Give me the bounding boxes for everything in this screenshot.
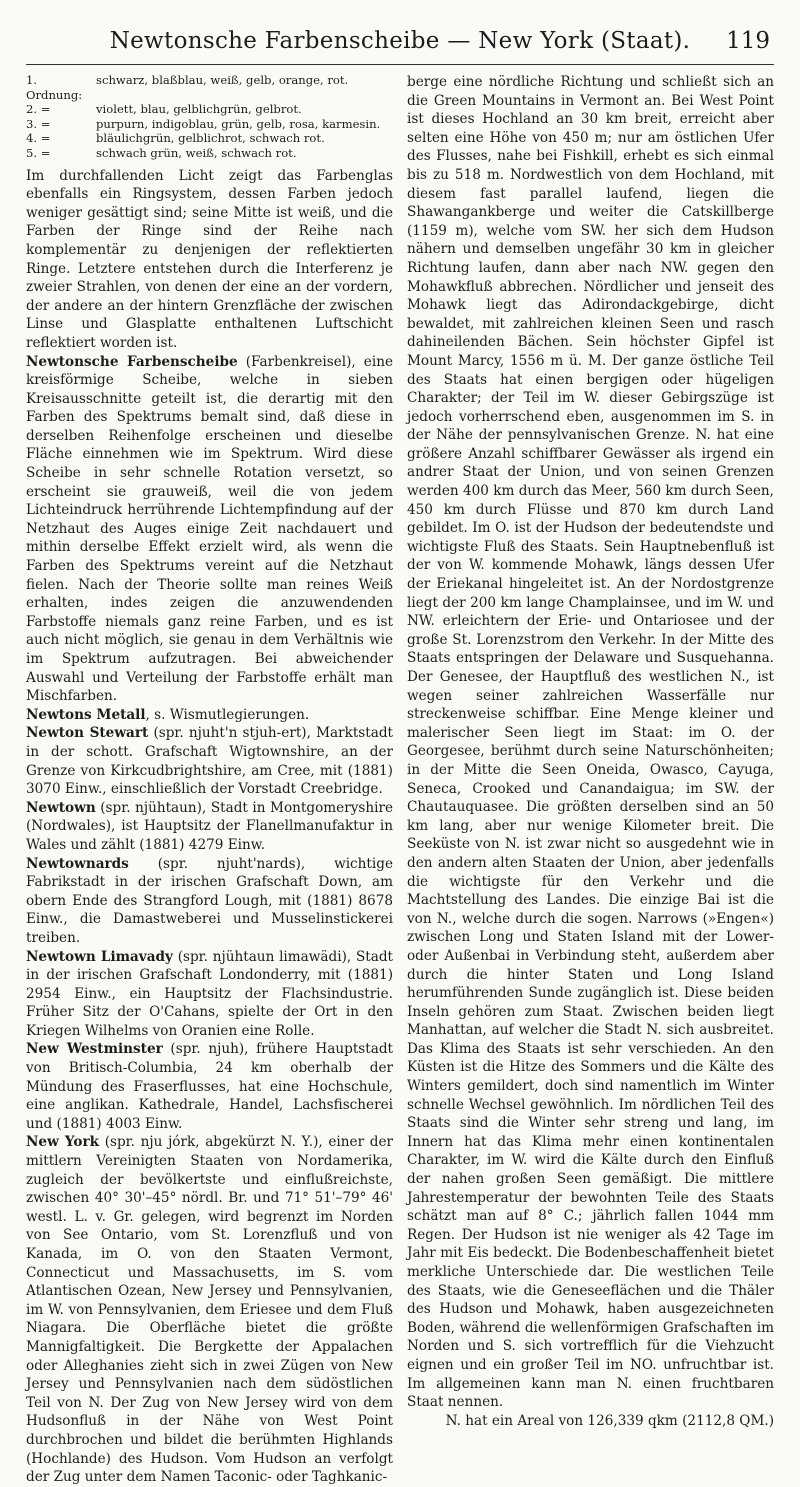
order-label: 1. Ordnung: [26, 73, 83, 102]
order-text: purpurn, indigoblau, grün, gelb, rosa, karmesin. [96, 116, 381, 131]
entry-headword: Newtons Metall [26, 706, 146, 723]
entry-text: (Farbenkreisel), eine kreisförmige Scheibe, welche in sieben Kreisausschnitte geteilt ist, die derartig mit den Farben des Spektrums bemalt sind, daß diese in derselben Reihenfolge erscheinen und dieselbe Fläche einnehmen wie im Spektrum. Wird diese Scheibe in sehr schnelle Rotation versetzt, so erscheint sie grauweiß, weil die von jedem Lichteindruck herrührende Lichtempfindung auf der Netzhaut des Auges einige Zeit nachdauert und mithin derselbe Effekt erzielt wird, als wenn die Farben des Spektrums vereint auf die Netzhaut fielen. Nach der Theorie sollte man reines Weiß erhalten, indes zeigen die anzuwendenden Farbstoffe niemals ganz reine Farben, und es ist auch nicht möglich, sie genau in dem Verhältnis wie im Spektrum aufzutragen. Bei abweichender Auswahl und Verteilung der Farbstoffe erhält man Mischfarben. [26, 353, 393, 705]
entry-headword: New Westminster [26, 1041, 163, 1058]
entry-text: , s. Wismutlegierungen. [145, 706, 310, 723]
entry-text: (spr. njühtaun limawädi), Stadt in der irischen Grafschaft Londonderry, mit (1881) 2954 Einw., ein Hauptsitz der Flachsindustrie. Früher Sitz der O'Cahans, spielte der Ort in den Kriegen Wilhelms von Oranien eine Rolle. [26, 948, 394, 1039]
order-text: violett, blau, gelblichgrün, gelbrot. [96, 102, 302, 117]
order-list [26, 73, 393, 161]
entry-text: (spr. nju jórk, abgekürzt N. Y.), einer der mittlern Vereinigten Staaten von Nordamerika, zugleich der bevölkertste und einflußreichste, zwischen 40° 30'–45° nördl. Br. und 71° 51'–79° 46' westl. L. v. Gr. gelegen, wird begrenzt im Norden von See Ontario, vom St. Lorenzfluß und von Kanada, im O. von den Staaten Vermont, Connecticut und Massachusetts, im S. vom Atlantischen Ozean, New Jersey und Pennsylvanien, im W. von Pennsylvanien, dem Eriesee und dem Fluß Niagara. Die Oberfläche bietet die größte Mannigfaltigkeit. Die Bergkette der Appalachen oder Alleghanies zieht sich in zwei Zügen von New Jersey und Pennsylvanien nach dem südöstlichen Teil von N. Der Zug von New Jersey wird von dem Hudsonfluß in der Nähe von West Point durchbrochen und bildet die berühmten Highlands (Hochlande) des Hudson. Vom Hudson an verfolgt der Zug unter dem Namen Taconic- oder Taghkanic- [26, 1134, 393, 1486]
order-row [26, 73, 393, 102]
page-number: 119 [726, 28, 770, 54]
order-row [26, 131, 393, 146]
order-row [26, 117, 393, 132]
order-row [26, 102, 393, 117]
paragraph: berge eine nördliche Richtung und schließt sich an die Green Mountains in Vermont an. Bei West Point ist dieses Hochland an 30 km breit, erreicht aber selten eine Höhe von 450 m; nur am östlichen Ufer des Flusses, nahe bei Fishkill, erhebt es sich einmal bis zu 518 m. Nordwestlich von dem Hochland, mit diesem fast parallel laufend, liegen die Shawangankberge und weiter die Catskillberge (1159 m), welche vom SW. her sich dem Hudson nähern und demselben ungefähr 30 km in gleicher Richtung laufen, dann aber nach NW. gegen den Mohawkfluß abbrechen. Nördlicher und jenseit des Mohawk liegt das Adirondackgebirge, dicht bewaldet, mit zahlreichen kleinen Seen und rasch dahineilenden Bächen. Sein höchster Gipfel ist Mount Marcy, 1556 m ü. M. Der ganze östliche Teil des Staats hat einen bergigen oder hügeligen Charakter; der Teil im W. dieser Gebirgszüge ist jedoch vorherrschend eben, ausgenommen im S. in der Nähe der pennsylvanischen Grenze. N. hat eine größere Anzahl schiffbarer Gewässer als irgend ein andrer Staat der Union, und von seinen Grenzen werden 400 km durch das Meer, 560 km durch Seen, 450 km durch Flüsse und 870 km durch Land gebildet. Im O. ist der Hudson der bedeutendste und wichtigste Fluß des Staats. Sein Hauptnebenfluß ist der von W. kommende Mohawk, längs dessen Ufer der Eriekanal hingeleitet ist. An der Nordostgrenze liegt der 200 km lange Champlainsee, und im W. und NW. erleichtern der Erie- und Ontariosee und der große St. Lorenzstrom den Verkehr. In der Mitte des Staats entspringen der Delaware und Susquehanna. Der Genesee, der Hauptfluß des westlichen N., ist wegen seiner zahlreichen Wasserfälle nur streckenweise schiffbar. Eine Menge kleiner und malerischer Seen liegt im Staat: im O. der Georgesee, berühmt durch seine Naturschönheiten; in der Mitte die Seen Oneida, Owasco, Cayuga, Seneca, Crooked und Canandaigua; im SW. der Chautauquasee. Die größten derselben sind an 50 km lang, aber nur wenige Kilometer breit. Die Seeküste von N. ist zwar nicht so ausgedehnt wie in den andern alten Staaten der Union, aber jedenfalls die wichtigste für den Verkehr und die Machtstellung des Landes. Die einzige Bai ist die von N., welche durch die sogen. Narrows (»Engen«) zwischen Long und Staten Island mit der Lower- oder Außenbai in Verbindung steht, außerdem aber durch die hinter Staten und Long Island herumführenden Sunde zugänglich ist. Diese beiden Inseln gehören zum Staat. Zwischen beiden liegt Manhattan, auf welcher die Stadt N. sich ausbreitet. Das Klima des Staats ist sehr verschieden. An den Küsten ist die Hitze des Sommers und die Kälte des Winters gemildert, doch sind namentlich im Winter schnelle Wechsel gewöhnlich. Im nördlichen Teil des Staats sind die Winter sehr streng und lang, im Innern hat das Klima mehr einen kontinentalen Charakter, im W. wird die Kälte durch den Einfluß der nahen großen Seen gemäßigt. Die mittlere Jahrestemperatur der bewohnten Teile des Staats schätzt man auf 8° C.; jährlich fallen 1044 mm Regen. Der Hudson ist nie weniger als 42 Tage im Jahr mit Eis bedeckt. Die Bodenbeschaffenheit bietet merkliche Unterschiede dar. Die westlichen Teile des Staats, wie die Geneseeflächen und die Thäler des Hudson und Mohawk, haben ausgezeichneten Boden, während die wellenförmigen Grafschaften im Norden und S. sich vortrefflich für die Viehzucht eignen und ein großer Teil im NO. unfruchtbar ist. Im allgemeinen kann man N. einen fruchtbaren Staat nennen. [407, 74, 774, 1411]
entry-headword: Newtown Limavady [26, 948, 173, 965]
entry-headword: Newtonsche Farbenscheibe [26, 353, 238, 370]
entry-newtonsche-farbenscheibe [26, 353, 393, 706]
order-label: 3. = [26, 116, 51, 131]
entry-text: (spr. njuht'nards), wichtige Fabrikstadt in der irischen Grafschaft Down, am obern Ende des Strangford Lough, mit (1881) 8678 Einw., die Damastweberei und Musselinstickerei treiben. [26, 855, 393, 946]
order-row [26, 146, 393, 161]
entry-new-westminster [26, 1040, 393, 1133]
order-text: schwach grün, weiß, schwach rot. [96, 145, 297, 160]
running-title: Newtonsche Farbenscheibe — New York (Staat). [109, 28, 691, 54]
order-text: bläulichgrün, gelblichrot, schwach rot. [96, 131, 325, 146]
entry-text: (spr. njuht'n stjuh-ert), Marktstadt in der schott. Grafschaft Wigtownshire, an der Grenze von Kirkcudbrightshire, am Cree, mit (1881) 3070 Einw., einschließlich der Vorstadt Creebridge. [26, 725, 393, 798]
order-label: 5. = [26, 145, 51, 160]
entry-headword: Newtown [26, 799, 96, 816]
running-header [26, 22, 774, 65]
order-label: 4. = [26, 131, 51, 146]
entry-newtons-metall [26, 706, 393, 725]
entry-newton-stewart [26, 724, 393, 798]
entry-newtown [26, 799, 393, 855]
entry-headword: New York [26, 1134, 100, 1151]
paragraph: Im durchfallenden Licht zeigt das Farbenglas ebenfalls ein Ringsystem, dessen Farben jedoch weniger gesättigt sind; seine Mitte ist weiß, und die Farben der Ringe sind der Reihe nach komplementär zu denjenigen der reflektierten Ringe. Letztere entstehen durch die Interferenz je zweier Strahlen, von denen der eine an der vordern, der andere an der hintern Grenzfläche der zwischen Linse und Glasplatte enthaltenen Luftschicht reflektiert worden ist. [26, 167, 393, 351]
order-label: 2. = [26, 102, 51, 117]
entry-text: (spr. njühtaun), Stadt in Montgomeryshire (Nordwales), ist Hauptsitz der Flanellmanufaktur in Wales und zählt (1881) 4279 Einw. [26, 799, 393, 853]
area-line: N. hat ein Areal von 126,339 qkm (2112,8 QM.) [445, 1412, 774, 1429]
entry-newtown-limavady [26, 948, 393, 1041]
entry-newtownards [26, 855, 393, 948]
entry-text: (spr. njuh), frühere Hauptstadt von Britisch-Columbia, 24 km oberhalb der Mündung des Fraserflusses, hat eine Hochschule, eine anglikan. Kathedrale, Handel, Lachsfischerei und (1881) 4003 Einw. [26, 1041, 393, 1132]
entry-headword: Newton Stewart [26, 725, 149, 742]
order-text: schwarz, blaßblau, weiß, gelb, orange, rot. [96, 73, 349, 87]
entry-new-york [26, 1133, 393, 1486]
entry-headword: Newtownards [26, 855, 129, 872]
